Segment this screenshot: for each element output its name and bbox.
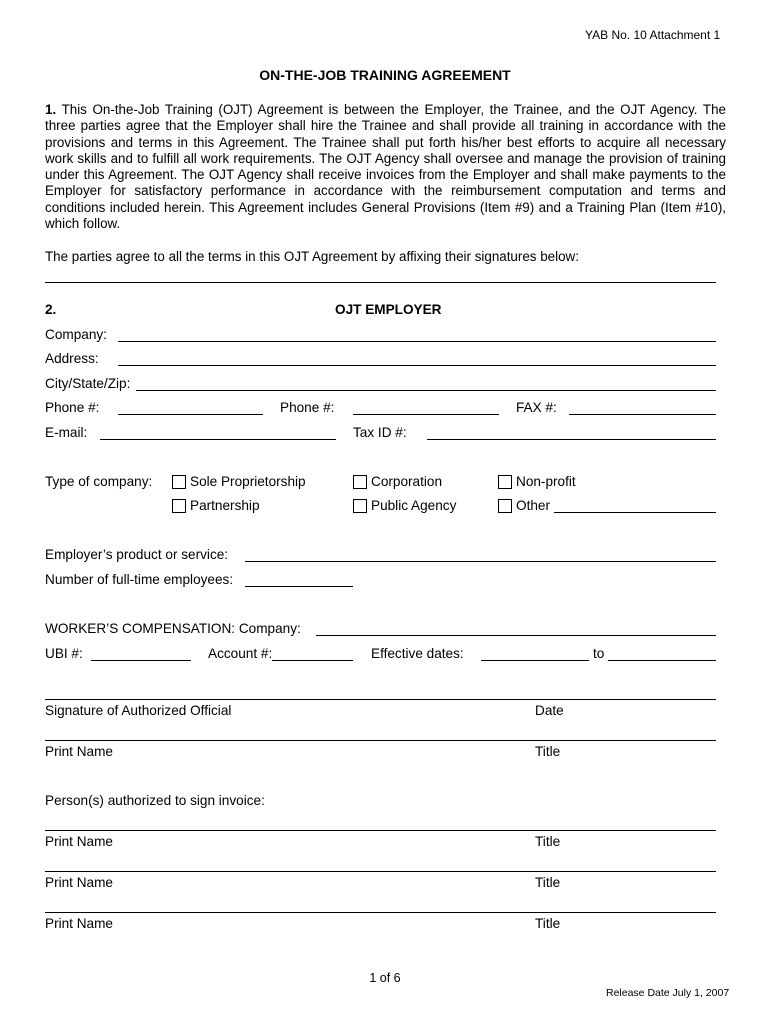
address-label: Address: [45, 351, 99, 366]
other-label: Other [516, 498, 550, 513]
nonprofit-checkbox[interactable] [498, 475, 512, 489]
invoice-print-name-3: Print Name [45, 916, 113, 931]
employees-label: Number of full-time employees: [45, 572, 234, 587]
section-1-text: This On-the-Job Training (OJT) Agreement is between the Employer, the Trainee, and the OJT Agency. The three parties agree that the Employer shall hire the Trainee and shall provide all training in accordance with the provisions and terms in this Agreement. The Trainee shall put forth his/her best efforts to acquire all necessary work skills and to fulfill all work requirements. The OJT Agency shall oversee and manage the provision of training under this Agreement. The OJT Agency shall receive invoices from the Employer and shall make payments to the Employer for satisfactory performance in accordance with the reimbursement computation and terms and conditions included herein. This Agreement includes General Provisions (Item #9) and a Training Plan (Item #10), which follow. [45, 102, 726, 232]
type-of-company-label: Type of company: [45, 474, 153, 489]
public-agency-checkbox[interactable] [353, 499, 367, 513]
to-label: to [593, 646, 605, 661]
signature-line[interactable] [45, 699, 716, 700]
city-label: City/State/Zip: [45, 376, 131, 391]
invoice-signer-1-line[interactable] [45, 830, 716, 831]
release-date: Release Date July 1, 2007 [606, 987, 730, 999]
invoice-print-name-1: Print Name [45, 834, 113, 849]
invoice-print-name-2: Print Name [45, 875, 113, 890]
company-label: Company: [45, 327, 107, 342]
fax-field[interactable] [569, 414, 716, 415]
address-field[interactable] [118, 365, 716, 366]
ubi-field[interactable] [91, 660, 191, 661]
email-label: E-mail: [45, 425, 88, 440]
invoice-signers-label: Person(s) authorized to sign invoice: [45, 793, 265, 808]
invoice-title-3: Title [535, 916, 561, 931]
page-number: 1 of 6 [369, 971, 401, 985]
workers-comp-field[interactable] [316, 635, 716, 636]
section-1-number: 1. [45, 102, 57, 117]
fax-label: FAX #: [516, 400, 557, 415]
phone-2-label: Phone #: [280, 400, 335, 415]
tax-id-label: Tax ID #: [353, 425, 407, 440]
partnership-label: Partnership [190, 498, 260, 513]
section-2-heading: OJT EMPLOYER [335, 302, 442, 317]
product-service-field[interactable] [245, 561, 716, 562]
public-agency-label: Public Agency [371, 498, 457, 513]
ubi-label: UBI #: [45, 646, 83, 661]
sole-proprietorship-checkbox[interactable] [172, 475, 186, 489]
company-field[interactable] [118, 341, 716, 342]
partnership-checkbox[interactable] [172, 499, 186, 513]
nonprofit-label: Non-profit [516, 474, 576, 489]
tax-id-field[interactable] [427, 439, 716, 440]
product-service-label: Employer’s product or service: [45, 547, 229, 562]
print-name-line[interactable] [45, 740, 716, 741]
effective-end-field[interactable] [608, 660, 716, 661]
invoice-title-2: Title [535, 875, 561, 890]
corporation-label: Corporation [371, 474, 443, 489]
title-label: Title [535, 744, 561, 759]
account-field[interactable] [272, 660, 353, 661]
section-1-paragraph [45, 102, 726, 232]
phone-1-field[interactable] [118, 414, 263, 415]
print-name-label: Print Name [45, 744, 113, 759]
other-checkbox[interactable] [498, 499, 512, 513]
effective-start-field[interactable] [481, 660, 589, 661]
invoice-title-1: Title [535, 834, 561, 849]
invoice-signer-2-line[interactable] [45, 871, 716, 872]
section-divider [45, 282, 716, 283]
account-label: Account #: [208, 646, 273, 661]
invoice-signer-3-line[interactable] [45, 912, 716, 913]
employees-field[interactable] [245, 586, 353, 587]
city-state-zip-field[interactable] [136, 390, 716, 391]
sole-proprietorship-label: Sole Proprietorship [190, 474, 306, 489]
corporation-checkbox[interactable] [353, 475, 367, 489]
agree-statement: The parties agree to all the terms in this OJT Agreement by affixing their signatures below: [45, 249, 579, 264]
workers-comp-label: WORKER’S COMPENSATION: Company: [45, 621, 301, 636]
phone-1-label: Phone #: [45, 400, 100, 415]
phone-2-field[interactable] [353, 414, 499, 415]
attachment-label: YAB No. 10 Attachment 1 [585, 28, 721, 42]
effective-dates-label: Effective dates: [371, 646, 464, 661]
email-field[interactable] [100, 439, 336, 440]
section-2-number: 2. [45, 302, 57, 317]
date-label: Date [535, 703, 564, 718]
signature-official-label: Signature of Authorized Official [45, 703, 232, 718]
other-field[interactable] [554, 512, 716, 513]
document-title: ON-THE-JOB TRAINING AGREEMENT [259, 67, 511, 83]
